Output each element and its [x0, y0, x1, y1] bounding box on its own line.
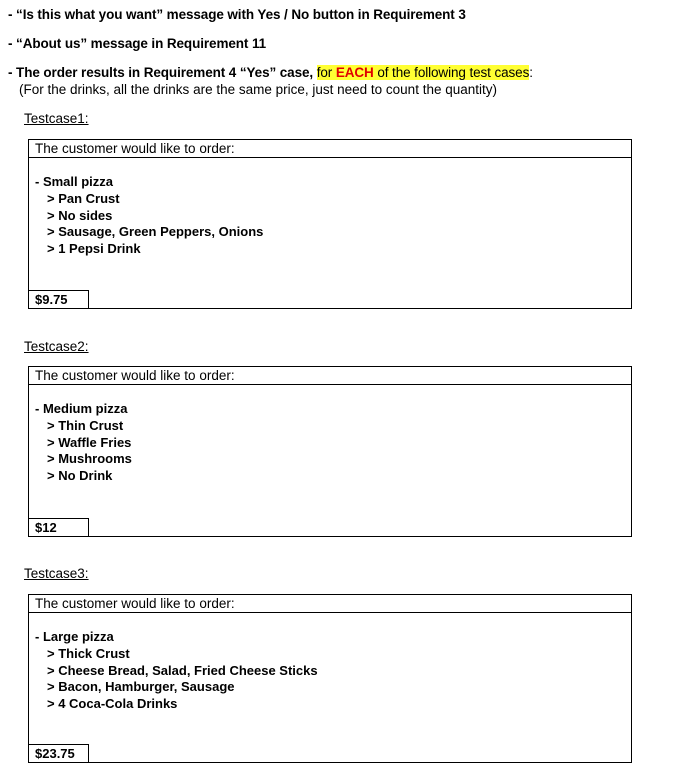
highlight-pre: for — [316, 65, 336, 80]
order-price: $23.75 — [29, 744, 89, 762]
order-option: > Pan Crust — [47, 190, 120, 206]
order-intro: The customer would like to order: — [29, 595, 631, 613]
order-items — [35, 401, 132, 485]
pizza-size: - Medium pizza — [35, 401, 128, 416]
testcase-1-box — [28, 139, 632, 309]
requirement-line-2: - “About us” message in Requirement 11 — [8, 36, 267, 51]
drinks-note: (For the drinks, all the drinks are the same price, just need to count the quantity) — [19, 82, 497, 97]
order-option: > Thick Crust — [47, 645, 130, 661]
testcase-1-label: Testcase1: — [24, 111, 89, 126]
order-option: > Thin Crust — [47, 417, 124, 433]
order-option: > No Drink — [47, 468, 113, 484]
pizza-size: - Large pizza — [35, 629, 114, 644]
order-items — [35, 174, 263, 258]
order-price: $12 — [29, 518, 89, 536]
order-option: > No sides — [47, 207, 113, 223]
requirement-line-3-suffix: : — [529, 65, 533, 80]
order-option: > Cheese Bread, Salad, Fried Cheese Sticks — [47, 662, 318, 678]
testcase-3-box — [28, 594, 632, 763]
highlight-post: of the following test cases — [373, 65, 530, 80]
order-option: > Sausage, Green Peppers, Onions — [47, 224, 264, 240]
order-option: > Mushrooms — [47, 451, 132, 467]
testcase-2-label: Testcase2: — [24, 339, 89, 354]
testcase-3-label: Testcase3: — [24, 566, 89, 581]
pizza-size: - Small pizza — [35, 174, 114, 189]
requirement-line-1: - “Is this what you want” message with Yes / No button in Requirement 3 — [8, 7, 466, 22]
requirement-line-3-prefix: - The order results in Requirement 4 “Yes” case, — [8, 65, 317, 80]
testcase-2-box — [28, 366, 632, 537]
order-option: > Waffle Fries — [47, 434, 132, 450]
order-intro: The customer would like to order: — [29, 367, 631, 385]
requirement-line-3 — [8, 65, 533, 80]
order-price: $9.75 — [29, 290, 89, 308]
order-intro: The customer would like to order: — [29, 140, 631, 158]
highlighted-phrase — [317, 65, 530, 80]
order-items — [35, 629, 318, 713]
highlight-each: EACH — [335, 65, 374, 80]
order-option: > 4 Coca-Cola Drinks — [47, 696, 178, 712]
order-option: > Bacon, Hamburger, Sausage — [47, 679, 235, 695]
order-option: > 1 Pepsi Drink — [47, 241, 141, 257]
